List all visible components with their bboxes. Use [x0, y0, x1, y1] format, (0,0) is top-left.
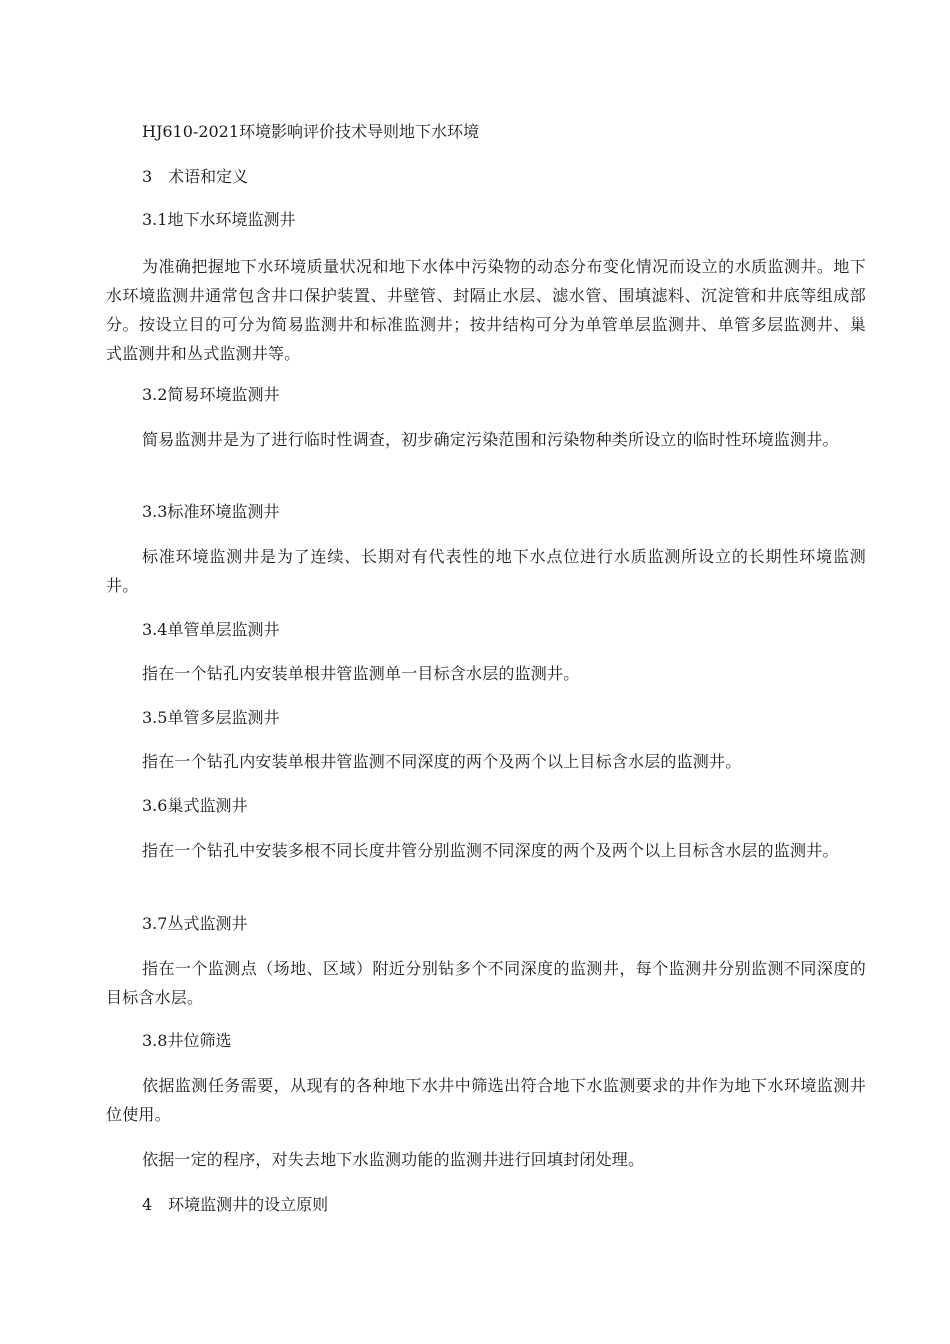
section-3-title: 3 术语和定义 [142, 167, 249, 186]
section-3-3-body: 标准环境监测井是为了连续、长期对有代表性的地下水点位进行水质监测所设立的长期性环境监测井。 [106, 547, 866, 595]
section-3-7-title: 3.7丛式监测井 [142, 914, 248, 933]
section-3-3-title: 3.3标准环境监测井 [142, 502, 280, 521]
section-3-8-body: 依据监测任务需要，从现有的各种地下水井中筛选出符合地下水监测要求的井作为地下水环境监测井位使用。 [106, 1076, 866, 1124]
section-3-1-title: 3.1地下水环境监测井 [142, 210, 296, 229]
section-3-5-body: 指在一个钻孔内安装单根井管监测不同深度的两个及两个以上目标含水层的监测井。 [142, 752, 742, 771]
section-3-4-body: 指在一个钻孔内安装单根井管监测单一目标含水层的监测井。 [142, 664, 580, 683]
section-3-4-title: 3.4单管单层监测井 [142, 620, 280, 639]
section-3-5-title: 3.5单管多层监测井 [142, 708, 280, 727]
section-3-1-body: 为准确把握地下水环境质量状况和地下水体中污染物的动态分布变化情况而设立的水质监测井。地下水环境监测井通常包含井口保护装置、井壁管、封隔止水层、滤水管、围填滤料、沉淀管和井底等组成部分。按设立目的可分为简易监测井和标准监测井；按井结构可分为单管单层监测井、单管多层监测井、巢式监测井和丛式监测井等。 [106, 257, 866, 363]
section-3-2-title: 3.2简易环境监测井 [142, 385, 280, 404]
document-header: HJ610-2021环境影响评价技术导则地下水环境 [142, 122, 480, 141]
section-3-7-body: 指在一个监测点（场地、区域）附近分别钻多个不同深度的监测井，每个监测井分别监测不同深度的目标含水层。 [106, 959, 866, 1007]
section-3-6-body: 指在一个钻孔中安装多根不同长度井管分别监测不同深度的两个及两个以上目标含水层的监测井。 [142, 841, 839, 860]
section-3-6-title: 3.6巢式监测井 [142, 796, 248, 815]
backfill-paragraph: 依据一定的程序，对失去地下水监测功能的监测井进行回填封闭处理。 [142, 1150, 645, 1169]
section-3-2-body: 简易监测井是为了进行临时性调查，初步确定污染范围和污染物种类所设立的临时性环境监测井。 [142, 430, 839, 449]
section-4-title: 4 环境监测井的设立原则 [142, 1195, 329, 1214]
section-3-8-title: 3.8井位筛选 [142, 1031, 232, 1050]
